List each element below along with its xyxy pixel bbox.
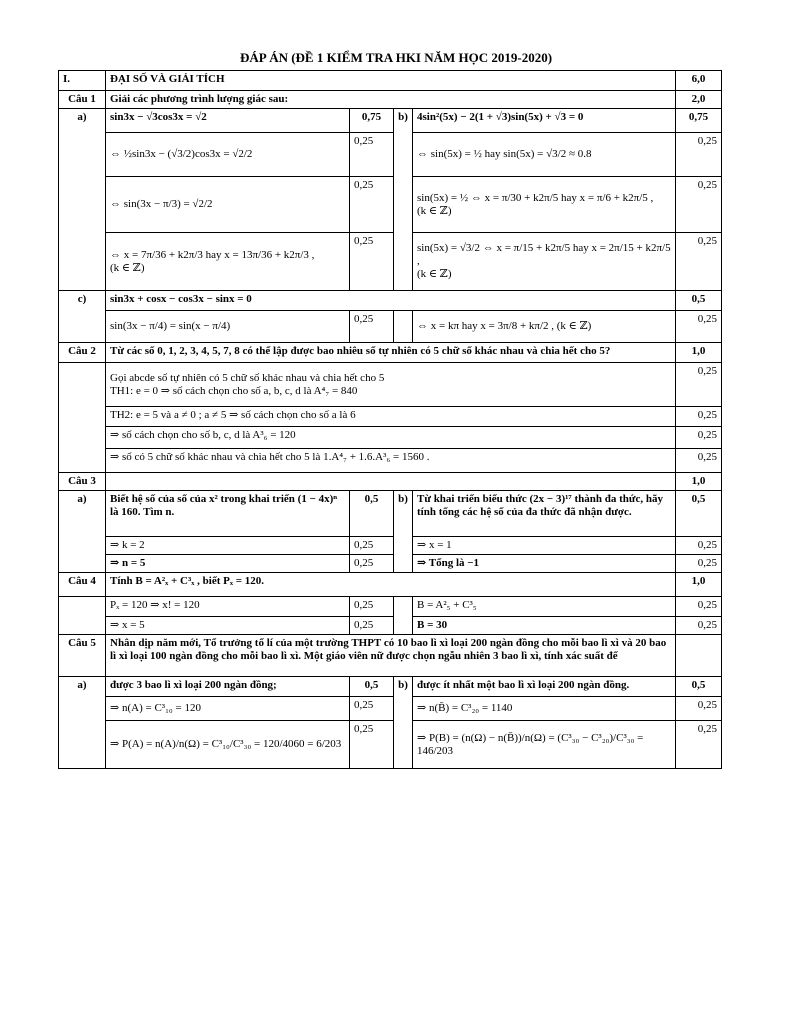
step-points: 0,25: [676, 597, 722, 617]
solution-step: ⇒ số cách chọn cho số b, c, d là A³₆ = 120: [106, 427, 676, 449]
part-label: b): [394, 109, 413, 291]
solution-step: ⇒ P(A) = n(A)/n(Ω) = C³₁₀/C³₃₀ = 120/4060 = 6/203: [106, 721, 350, 769]
step-points: 0,25: [350, 697, 394, 721]
part-points: 0,5: [676, 291, 722, 311]
solution-step: ⇒ x = 1: [413, 537, 676, 555]
part-points: 0,75: [676, 109, 722, 133]
solution-step: ⇒ số có 5 chữ số khác nhau và chia hết cho 5 là 1.A⁴₇ + 1.6.A³₆ = 1560 .: [106, 449, 676, 473]
solution-step: [413, 177, 676, 233]
solution-step: ⇒ P(B) = (n(Ω) − n(B̄))/n(Ω) = (C³₃₀ − C³₂₀)/C³₃₀ = 146/203: [413, 721, 676, 769]
question-label: Câu 2: [59, 343, 106, 363]
step-points: 0,25: [350, 555, 394, 573]
page-title: ĐÁP ÁN (ĐỀ 1 KIỂM TRA HKI NĂM HỌC 2019-2020): [239, 50, 553, 65]
step-points: 0,25: [676, 697, 722, 721]
question-points: 1,0: [676, 343, 722, 363]
part-label: a): [59, 109, 106, 291]
part-problem: 4sin²(5x) − 2(1 + √3)sin(5x) + √3 = 0: [413, 109, 676, 133]
step-points: 0,25: [676, 177, 722, 233]
step-points: 0,25: [676, 721, 722, 769]
part-points: 0,5: [350, 677, 394, 697]
solution-step: ⇒ x = 5: [106, 617, 350, 635]
question-text: Nhân dịp năm mới, Tổ trưởng tổ lí của một trường THPT có 10 bao lì xì loại 200 ngàn đồng cho mỗi bao lì xì và 20 bao lì xì loại 100 ngàn đồng cho mỗi bao lì xì. Một giáo viên nữ được chọn ngẫu nhiên 3 bao lì xì, tính xác suất để: [106, 635, 676, 677]
section-points: 6,0: [676, 71, 722, 91]
step-points: 0,25: [676, 311, 722, 343]
step-line: ⇔ x = 7π/36 + k2π/3 hay x = 13π/36 + k2π/3 ,: [110, 248, 315, 261]
question-points: 2,0: [676, 91, 722, 109]
solution-step: ⇔ x = kπ hay x = 3π/8 + kπ/2 , (k ∈ ℤ): [413, 311, 676, 343]
solution-step: [106, 233, 350, 291]
answer-table: [58, 70, 722, 769]
step-points: 0,25: [676, 555, 722, 573]
part-problem: Biết hệ số của số của x² trong khai triển (1 − 4x)ⁿ là 160. Tìm n.: [106, 491, 350, 537]
step-points: 0,25: [350, 177, 394, 233]
step-line: Gọi abcde số tự nhiên có 5 chữ số khác nhau và chia hết cho 5: [110, 371, 385, 384]
part-label: b): [394, 491, 413, 573]
part-problem: sin3x + cosx − cos3x − sinx = 0: [106, 291, 676, 311]
step-line: sin(5x) = √3/2 ⇔ x = π/15 + k2π/5 hay x = 2π/15 + k2π/5 ,: [417, 242, 671, 267]
step-points: 0,25: [676, 617, 722, 635]
step-points: 0,25: [350, 311, 394, 343]
part-problem: sin3x − √3cos3x = √2: [106, 109, 350, 133]
solution-step: ⇒ n(A) = C³₁₀ = 120: [106, 697, 350, 721]
part-problem: được ít nhất một bao lì xì loại 200 ngàn đồng.: [413, 677, 676, 697]
question-points: 1,0: [676, 473, 722, 491]
question-text: Từ các số 0, 1, 2, 3, 4, 5, 7, 8 có thể lập được bao nhiêu số tự nhiên có 5 chữ số khác nhau và chia hết cho 5?: [106, 343, 676, 363]
part-label: b): [394, 677, 413, 769]
solution-step: ⇔ sin(3x − π/3) = √2/2: [106, 177, 350, 233]
step-line: TH1: e = 0 ⇒ số cách chọn cho số a, b, c, d là A⁴₇ = 840: [110, 384, 358, 397]
solution-step: ⇔ ½sin3x − (√3/2)cos3x = √2/2: [106, 133, 350, 177]
solution-step: ⇒ Tổng là −1: [413, 555, 676, 573]
solution-step: ⇒ n = 5: [106, 555, 350, 573]
question-text: Giải các phương trình lượng giác sau:: [106, 91, 676, 109]
part-points: 0,5: [676, 677, 722, 697]
question-label: Câu 1: [59, 91, 106, 109]
question-label: Câu 4: [59, 573, 106, 597]
step-points: 0,25: [676, 407, 722, 427]
solution-step: B = 30: [413, 617, 676, 635]
step-condition: (k ∈ ℤ): [417, 268, 452, 280]
part-label: a): [59, 677, 106, 769]
part-label: a): [59, 491, 106, 573]
question-text: Tính B = A²ₓ + C³ₓ , biết Pₓ = 120.: [106, 573, 676, 597]
question-label: Câu 5: [59, 635, 106, 677]
step-points: 0,25: [350, 597, 394, 617]
solution-step: ⇔ sin(5x) = ½ hay sin(5x) = √3/2 ≈ 0.8: [413, 133, 676, 177]
step-points: 0,25: [676, 427, 722, 449]
question-points: 1,0: [676, 573, 722, 597]
solution-step: [106, 363, 676, 407]
solution-step: B = A²₅ + C³₅: [413, 597, 676, 617]
step-points: 0,25: [676, 363, 722, 407]
step-points: 0,25: [676, 537, 722, 555]
part-points: 0,75: [350, 109, 394, 133]
step-points: 0,25: [350, 133, 394, 177]
step-points: 0,25: [676, 133, 722, 177]
step-points: 0,25: [350, 233, 394, 291]
solution-step: [413, 233, 676, 291]
part-label: c): [59, 291, 106, 343]
solution-step: TH2: e = 5 và a ≠ 0 ; a ≠ 5 ⇒ số cách chọn cho số a là 6: [106, 407, 676, 427]
part-points: 0,5: [676, 491, 722, 537]
step-line: sin(5x) = ½ ⇔ x = π/30 + k2π/5 hay x = π/6 + k2π/5 ,: [417, 191, 654, 204]
solution-step: ⇒ n(B̄) = C³₂₀ = 1140: [413, 697, 676, 721]
step-points: 0,25: [350, 617, 394, 635]
solution-step: sin(3x − π/4) = sin(x − π/4): [106, 311, 350, 343]
section-name: ĐẠI SỐ VÀ GIẢI TÍCH: [106, 71, 676, 91]
solution-step: ⇒ k = 2: [106, 537, 350, 555]
part-problem: được 3 bao lì xì loại 200 ngàn đồng;: [106, 677, 350, 697]
part-points: 0,5: [350, 491, 394, 537]
section-number: I.: [59, 71, 106, 91]
solution-step: Pₓ = 120 ⇒ x! = 120: [106, 597, 350, 617]
part-problem: Từ khai triển biểu thức (2x − 3)¹⁷ thành đa thức, hãy tính tổng các hệ số của đa thức đã nhận được.: [413, 491, 676, 537]
step-points: 0,25: [676, 449, 722, 473]
step-condition: (k ∈ ℤ): [110, 261, 145, 274]
question-label: Câu 3: [59, 473, 106, 491]
step-points: 0,25: [676, 233, 722, 291]
step-points: 0,25: [350, 537, 394, 555]
step-condition: (k ∈ ℤ): [417, 204, 452, 217]
step-points: 0,25: [350, 721, 394, 769]
